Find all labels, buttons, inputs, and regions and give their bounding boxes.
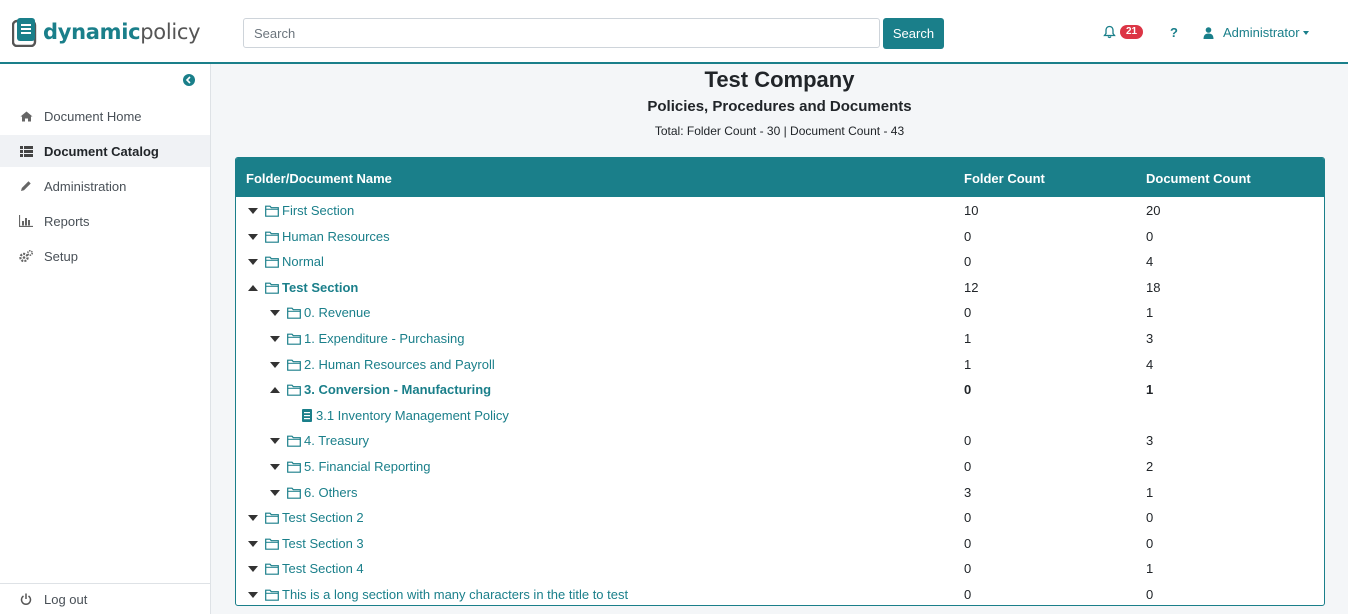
folder-icon [265,231,279,243]
logo-text: dynamicpolicy [43,20,201,44]
folder-count-cell: 0 [964,510,972,525]
tree-item-label[interactable]: 3. Conversion - Manufacturing [304,382,492,397]
tree-item-label[interactable]: Test Section 3 [282,536,364,551]
user-icon [1203,27,1214,39]
home-icon [19,109,33,123]
pencil-icon [19,179,33,193]
column-header-document-count[interactable]: Document Count [1146,171,1251,186]
top-navbar [0,0,1348,64]
list-icon [19,144,33,158]
catalog-table [235,157,1325,606]
folder-icon [287,384,301,396]
chart-icon [19,214,33,228]
expand-caret-icon[interactable] [248,541,258,547]
column-header-folder-count[interactable]: Folder Count [964,171,1045,186]
document-row[interactable] [236,402,1324,427]
notification-badge: 21 [1120,25,1143,39]
document-count-cell: 0 [1146,536,1154,551]
document-count-cell: 1 [1146,485,1154,500]
folder-icon [287,307,301,319]
page-subtitle: Policies, Procedures and Documents [647,98,912,115]
tree-item[interactable] [248,254,324,269]
tree-item-label[interactable]: This is a long section with many characters in the title to test [282,587,629,602]
sidebar-item-document-catalog[interactable] [0,135,210,167]
folder-row[interactable] [236,530,1324,555]
logout-label: Log out [44,591,88,607]
help-button[interactable]: ? [1170,25,1178,40]
column-header-name[interactable]: Folder/Document Name [246,171,392,186]
power-icon [19,592,33,606]
folder-count-cell: 0 [964,587,972,602]
tree-item[interactable] [270,331,464,346]
document-count-cell: 20 [1146,203,1161,218]
folder-count-cell: 0 [964,433,972,448]
sidebar-item-administration[interactable] [0,170,210,202]
tree-item-label[interactable]: Normal [282,254,324,269]
folder-count-cell: 0 [964,382,972,397]
folder-row[interactable] [236,581,1324,606]
expand-caret-icon[interactable] [270,464,280,470]
sidebar-item-label: Administration [44,178,127,194]
folder-row[interactable] [236,351,1324,376]
sidebar-item-reports[interactable] [0,205,210,237]
folder-row[interactable] [236,325,1324,350]
folder-icon [287,461,301,473]
collapse-caret-icon[interactable] [248,285,258,291]
app-logo[interactable] [12,17,200,47]
expand-caret-icon[interactable] [270,336,280,342]
expand-caret-icon[interactable] [248,566,258,572]
expand-caret-icon[interactable] [248,208,258,214]
folder-row[interactable] [236,223,1324,248]
folder-count-cell: 1 [964,357,972,372]
folder-row[interactable] [236,197,1324,222]
document-count-cell: 4 [1146,254,1154,269]
sidebar-item-label: Setup [44,248,78,264]
sidebar-item-document-home[interactable] [0,100,210,132]
expand-caret-icon[interactable] [270,438,280,444]
document-count-cell: 1 [1146,561,1154,576]
gears-icon [19,249,33,263]
tree-item-label[interactable]: 3.1 Inventory Management Policy [316,408,509,423]
folder-icon [287,487,301,499]
expand-caret-icon[interactable] [270,362,280,368]
sidebar [0,64,211,614]
tree-item-label[interactable]: 4. Treasury [304,433,370,448]
folder-row[interactable] [236,248,1324,273]
sidebar-item-label: Reports [44,213,90,229]
folder-icon [265,256,279,268]
folder-count-cell: 10 [964,203,979,218]
expand-caret-icon[interactable] [270,490,280,496]
tree-item-label[interactable]: 5. Financial Reporting [304,459,431,474]
totals-summary: Total: Folder Count - 30 | Document Count - 43 [654,124,905,138]
folder-count-cell: 0 [964,305,972,320]
folder-icon [265,282,279,294]
tree-item-label[interactable]: Test Section [282,280,359,295]
folder-icon [265,205,279,217]
document-count-cell: 0 [1146,229,1154,244]
tree-item[interactable] [248,280,358,295]
document-count-cell: 2 [1146,459,1154,474]
search-button[interactable]: Search [883,18,944,49]
tree-item-label[interactable]: 0. Revenue [304,305,371,320]
tree-item-label[interactable]: Human Resources [282,229,390,244]
sidebar-item-label: Document Catalog [44,143,159,159]
user-menu[interactable] [1203,25,1309,40]
search-input[interactable] [243,18,880,48]
tree-item[interactable] [270,485,357,500]
main-content [211,64,1348,614]
folder-count-cell: 1 [964,331,972,346]
tree-item-label[interactable]: 2. Human Resources and Payroll [304,357,495,372]
table-header [236,158,1324,197]
folder-row[interactable] [236,479,1324,504]
folder-count-cell: 0 [964,459,972,474]
tree-item-label[interactable]: 1. Expenditure - Purchasing [304,331,465,346]
expand-caret-icon[interactable] [248,515,258,521]
collapse-caret-icon[interactable] [270,387,280,393]
folder-row[interactable] [236,376,1324,401]
document-count-cell: 4 [1146,357,1154,372]
document-count-cell: 3 [1146,331,1154,346]
expand-caret-icon[interactable] [248,592,258,598]
folder-count-cell: 3 [964,485,972,500]
folder-row[interactable] [236,504,1324,529]
folder-count-cell: 0 [964,254,972,269]
logout-button[interactable] [0,583,210,614]
notifications-button[interactable] [1103,25,1143,39]
tree-item[interactable] [270,305,371,320]
folder-count-cell: 0 [964,561,972,576]
tree-item[interactable] [270,382,491,397]
folder-icon [265,512,279,524]
tree-item[interactable] [248,229,390,244]
tree-item-label[interactable]: Test Section 2 [282,510,364,525]
document-count-cell: 0 [1146,587,1154,602]
tree-item[interactable] [248,203,354,218]
tree-item-label[interactable]: First Section [282,203,355,218]
tree-item[interactable] [248,510,364,525]
expand-caret-icon[interactable] [248,259,258,265]
folder-count-cell: 0 [964,536,972,551]
tree-item[interactable] [270,433,369,448]
tree-item[interactable] [248,561,364,576]
tree-item[interactable] [270,357,495,372]
sidebar-item-label: Document Home [44,108,142,124]
tree-item[interactable] [248,536,364,551]
folder-row[interactable] [236,274,1324,299]
tree-item[interactable] [302,408,509,423]
document-count-cell: 18 [1146,280,1161,295]
folder-icon [287,359,301,371]
folder-icon [287,333,301,345]
sidebar-item-setup[interactable] [0,240,210,272]
tree-item[interactable] [270,459,430,474]
document-count-cell: 1 [1146,305,1154,320]
document-count-cell: 3 [1146,433,1154,448]
company-title: Test Company [704,67,855,92]
user-name: Administrator [1223,25,1300,40]
folder-count-cell: 12 [964,280,979,295]
collapse-sidebar-icon[interactable] [183,74,195,86]
document-icon [302,409,312,422]
document-count-cell: 1 [1146,382,1154,397]
tree-item-label[interactable]: Test Section 4 [282,561,364,576]
tree-item[interactable] [248,587,628,602]
folder-icon [265,538,279,550]
logo-icon [12,18,39,47]
folder-count-cell: 0 [964,229,972,244]
folder-row[interactable] [236,299,1324,324]
folder-icon [265,563,279,575]
folder-row[interactable] [236,555,1324,580]
folder-row[interactable] [236,427,1324,452]
expand-caret-icon[interactable] [248,234,258,240]
document-count-cell: 0 [1146,510,1154,525]
folder-row[interactable] [236,453,1324,478]
expand-caret-icon[interactable] [270,310,280,316]
chevron-down-icon [1303,31,1309,35]
folder-icon [265,589,279,601]
bell-icon [1103,25,1116,39]
tree-item-label[interactable]: 6. Others [304,485,358,500]
folder-icon [287,435,301,447]
